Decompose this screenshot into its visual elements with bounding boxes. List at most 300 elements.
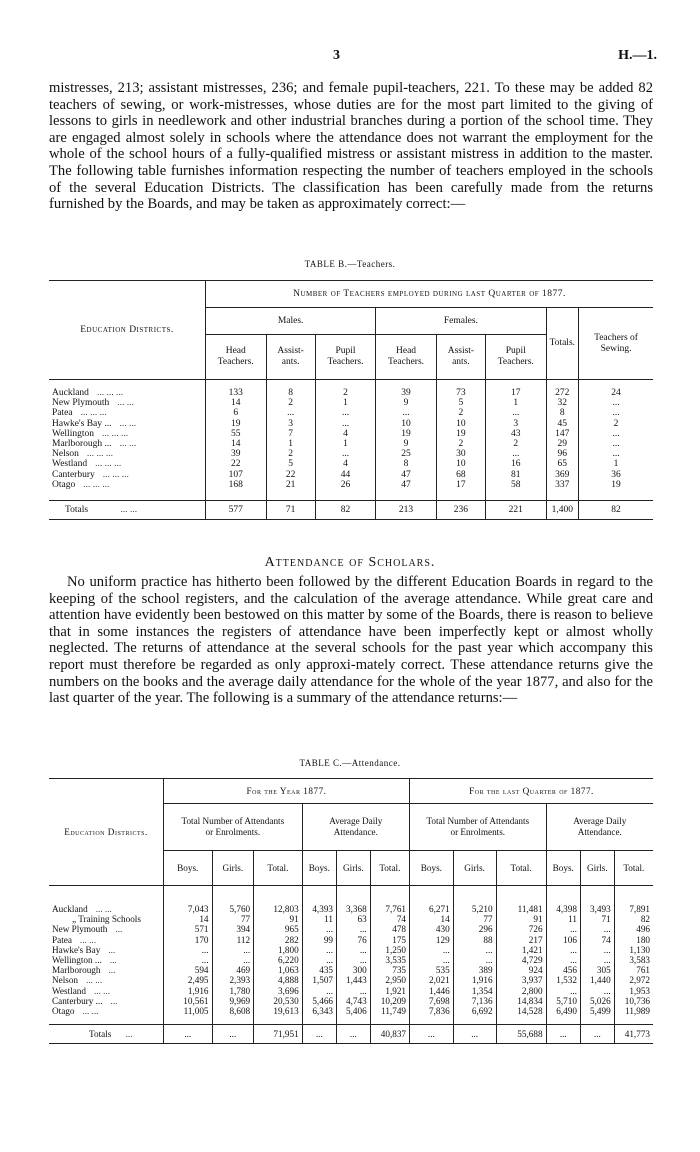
table-cell: 1,800 [254,945,303,955]
table-cell: 2,021 [410,975,454,985]
district-name: Otago [52,1006,75,1017]
table-row [49,986,653,996]
table-cell: ... [315,408,376,418]
district-name: New Plymouth [52,924,108,935]
table-cell: 5,710 [546,996,580,1006]
col-girls: Girls. [580,851,614,886]
table-cell: 430 [410,924,454,934]
table-cell: 22 [206,459,267,469]
table-cell: 10,209 [370,996,409,1006]
table-cell: 77 [453,914,496,924]
table-row [49,886,653,915]
table-cell: 735 [370,965,409,975]
table-row [49,1006,653,1025]
table-c-totals-row [49,1025,653,1044]
table-cell: 14 [206,398,267,408]
table-cell: ... [164,945,213,955]
table-cell: ... [579,449,653,459]
table-cell: 91 [496,914,546,924]
table-cell: 6,490 [546,1006,580,1025]
table-b-total-value: 236 [436,501,485,520]
table-cell: 43 [486,429,547,439]
paragraph-attendance: No uniform practice has hitherto been followed by the different Education Boards in regard to the keeping of the school registers, and the calculation of the average attendance. While great care and attention have evidently been bestowed on this matter by some of the Boards, there is reason to believe that in some instances the registers of attendance have been imperfectly kept or almost wholly neglected. The returns of attendance at the several schools for the past year which accompany this report must therefore be regarded as only approxi-mately correct. These attendance returns give the numbers on the books and the average daily attendance for the whole of the year 1877, and also for the last quarter of the year. The following is a summary of the attendance returns:— [49,574,653,707]
table-cell: 63 [337,914,371,924]
table-cell: ... [546,986,580,996]
table-cell: 11,005 [164,1006,213,1025]
table-row [49,965,653,975]
table-cell: 7,136 [453,996,496,1006]
table-b-female-pupil-header: Pupil Teachers. [486,335,547,380]
table-c-total-value: 71,951 [254,1025,303,1044]
leader-dots: ... [125,1029,133,1040]
district-name: Hawke's Bay ... [52,418,112,429]
district-name: Canterbury [52,469,95,480]
table-cell: 965 [254,924,303,934]
table-cell: 39 [376,380,437,399]
leader-dots: ... [110,995,118,1006]
table-cell: 1,354 [453,986,496,996]
table-c-quarter-total-header: Total Number of Attendants or Enrolments. [410,804,547,851]
table-cell: 3,493 [580,886,614,915]
table-cell: 17 [436,480,485,501]
table-cell: 2 [436,439,485,449]
table-cell: 3,583 [614,955,653,965]
leader-dots: ... ... [95,904,112,914]
table-cell: 924 [496,965,546,975]
table-cell: 19 [436,429,485,439]
table-cell: 1,507 [302,975,336,985]
table-cell: 99 [302,935,336,945]
table-cell: 2 [266,398,315,408]
district-name: Patea [52,408,73,419]
table-cell: 272 [546,380,578,399]
table-cell: ... [376,408,437,418]
table-cell: 55 [206,429,267,439]
col-girls: Girls. [453,851,496,886]
leader-dots: ... ... ... [95,459,122,470]
leader-dots: ... [115,924,123,935]
table-cell: 3 [266,419,315,429]
table-cell: 2,495 [164,975,213,985]
table-cell: 1 [266,439,315,449]
table-cell: 19 [579,480,653,501]
table-cell: ... [453,945,496,955]
col-girls: Girls. [212,851,254,886]
table-cell: ... [453,955,496,965]
table-cell: 180 [614,935,653,945]
table-b-totals-header: Totals. [546,308,578,380]
table-cell: 1,916 [164,986,213,996]
table-cell: 7,698 [410,996,454,1006]
table-cell: 1,916 [453,975,496,985]
table-cell: ... [302,955,336,965]
table-cell: 14 [410,914,454,924]
leader-dots: ... [108,965,116,976]
table-cell: 6,271 [410,886,454,915]
table-cell: 571 [164,924,213,934]
table-cell: ... [337,955,371,965]
table-cell: 74 [580,935,614,945]
table-cell: 29 [546,439,578,449]
table-cell: 14,528 [496,1006,546,1025]
table-cell: ... [579,439,653,449]
col-total: Total. [254,851,303,886]
table-b-total-value: 82 [315,501,376,520]
totals-label: Totals [89,1029,112,1040]
col-boys: Boys. [546,851,580,886]
table-cell: 2 [579,419,653,429]
table-cell: 7,043 [164,886,213,915]
table-cell: 2,393 [212,975,254,985]
table-cell: 300 [337,965,371,975]
table-cell: 6,220 [254,955,303,965]
table-cell: 25 [376,449,437,459]
table-cell: 19,613 [254,1006,303,1025]
table-c-total-value: ... [410,1025,454,1044]
table-cell: 296 [453,924,496,934]
table-cell: 1 [315,398,376,408]
district-name: Otago [52,479,76,490]
table-cell: 11,481 [496,886,546,915]
table-c-total-value: 40,837 [370,1025,409,1044]
table-cell: 10,736 [614,996,653,1006]
table-cell: 7,761 [370,886,409,915]
leader-dots: ... ... [119,418,137,429]
table-cell: 1,440 [580,975,614,985]
table-row [49,996,653,1006]
table-c-district-header: Education Districts. [64,826,148,837]
table-cell: 9 [376,439,437,449]
page-number: 3 [333,48,340,63]
col-boys: Boys. [302,851,336,886]
table-cell: 6,692 [453,1006,496,1025]
table-cell: 3,535 [370,955,409,965]
table-cell: 3,937 [496,975,546,985]
table-cell: 147 [546,429,578,439]
table-cell: ... [546,924,580,934]
leader-dots: ... ... ... [83,479,110,490]
table-b-sewing-header: Teachers of Sewing. [579,308,653,380]
table-cell: 469 [212,965,254,975]
table-row [49,398,653,408]
table-cell: 1 [315,439,376,449]
table-c-total-value: ... [302,1025,336,1044]
table-cell: 65 [546,459,578,469]
table-cell: 58 [486,480,547,501]
table-cell: 5 [436,398,485,408]
table-cell: 7,836 [410,1006,454,1025]
table-cell: 496 [614,924,653,934]
col-total: Total. [496,851,546,886]
table-cell: ... [302,945,336,955]
table-cell: 1,063 [254,965,303,975]
table-cell: 4,888 [254,975,303,985]
table-cell: 71 [580,914,614,924]
table-cell: 19 [206,419,267,429]
table-cell: 394 [212,924,254,934]
table-cell: 91 [254,914,303,924]
district-name: Nelson [52,449,79,460]
table-c-attendance [49,778,653,1044]
table-cell: 81 [486,470,547,480]
table-row [49,449,653,459]
district-name: Hawke's Bay [52,944,101,955]
table-cell: 12,803 [254,886,303,915]
table-cell: 9 [376,398,437,408]
leader-dots: ... ... [117,398,134,409]
table-row [49,439,653,449]
table-cell: 11,989 [614,1006,653,1025]
table-cell: 1,446 [410,986,454,996]
table-cell: 96 [546,449,578,459]
table-row [49,380,653,399]
table-cell: 8 [376,459,437,469]
table-cell: 2 [436,408,485,418]
table-cell: ... [315,419,376,429]
table-cell: 7 [266,429,315,439]
table-cell: 5,499 [580,1006,614,1025]
table-cell: 21 [266,480,315,501]
district-name: Wellington ... [52,955,102,966]
table-cell: 47 [376,480,437,501]
table-cell: 3 [486,419,547,429]
table-cell: 73 [436,380,485,399]
table-cell: 88 [453,935,496,945]
table-cell: 6,343 [302,1006,336,1025]
table-cell: ... [579,408,653,418]
table-cell: ... [212,955,254,965]
table-cell: ... [212,945,254,955]
table-cell: 8 [546,408,578,418]
table-cell: ... [164,955,213,965]
leader-dots: ... ... [79,934,96,945]
table-row [49,955,653,965]
table-cell: 5,760 [212,886,254,915]
table-cell: 2 [486,439,547,449]
table-c-total-value: ... [580,1025,614,1044]
table-cell: 74 [370,914,409,924]
table-cell: 8,608 [212,1006,254,1025]
table-cell: ... [410,945,454,955]
district-name: Nelson [52,975,79,986]
table-cell: 282 [254,935,303,945]
table-cell: 6 [206,408,267,418]
table-cell: 9,969 [212,996,254,1006]
table-cell: ... [579,429,653,439]
table-c-year-header: For the Year 1877. [164,779,410,804]
col-boys: Boys. [164,851,213,886]
table-b-teachers [49,280,653,520]
table-cell: 76 [337,935,371,945]
table-cell: ... [546,945,580,955]
district-name: Auckland [52,904,88,914]
table-cell: ... [580,955,614,965]
table-row [49,975,653,985]
table-b-total-value: 71 [266,501,315,520]
table-cell: 17 [486,380,547,399]
leader-dots: ... ... ... [80,408,107,419]
col-boys: Boys. [410,851,454,886]
table-cell: ... [546,955,580,965]
table-cell: 20,530 [254,996,303,1006]
leader-dots: ... ... [120,505,138,516]
table-b-district-header: Education Districts. [80,324,174,335]
col-total: Total. [614,851,653,886]
table-b-female-head-header: Head Teachers. [376,335,437,380]
table-c-total-value: ... [164,1025,213,1044]
table-row [49,924,653,934]
leader-dots: ... ... [86,975,103,986]
table-cell: 10 [376,419,437,429]
table-cell: ... [337,945,371,955]
table-b-total-value: 577 [206,501,267,520]
district-name: Westland [52,985,86,996]
table-cell: 761 [614,965,653,975]
district-name: New Plymouth [52,398,110,409]
table-cell: 47 [376,470,437,480]
table-cell: 4,743 [337,996,371,1006]
table-c-total-value: ... [546,1025,580,1044]
table-cell: 1,250 [370,945,409,955]
table-c-caption: TABLE C.—Attendance. [299,758,401,768]
table-row [49,429,653,439]
table-c-total-value: ... [212,1025,254,1044]
table-cell: 1,532 [546,975,580,985]
table-cell: 112 [212,935,254,945]
table-cell: 305 [580,965,614,975]
table-cell: 594 [164,965,213,975]
table-cell: 44 [315,470,376,480]
table-c-year-total-header: Total Number of Attendants or Enrolments. [164,804,303,851]
table-cell: 82 [614,914,653,924]
table-b-total-value: 82 [579,501,653,520]
table-cell: ... [486,408,547,418]
table-cell: 68 [436,470,485,480]
table-cell: 19 [376,429,437,439]
table-cell: ... [579,398,653,408]
table-cell: 435 [302,965,336,975]
leader-dots: ... ... [93,985,111,996]
table-cell: 4,393 [302,886,336,915]
table-cell: 1,130 [614,945,653,955]
table-cell: 11 [546,914,580,924]
table-cell: 5 [266,459,315,469]
table-cell: ... [410,955,454,965]
table-cell: 3,368 [337,886,371,915]
table-cell: ... [580,945,614,955]
table-cell: ... [302,986,336,996]
table-cell: 4,398 [546,886,580,915]
table-b-total-value: 1,400 [546,501,578,520]
table-c-total-value: 55,688 [496,1025,546,1044]
table-cell: 10 [436,419,485,429]
table-cell: ... [337,986,371,996]
table-cell: 7,891 [614,886,653,915]
table-cell: 2,972 [614,975,653,985]
district-name: Patea [52,934,72,945]
table-cell: 10 [436,459,485,469]
district-name: „ Training Schools [72,914,141,925]
table-row [49,914,653,924]
table-cell: ... [580,986,614,996]
table-cell: 14,834 [496,996,546,1006]
table-cell: 45 [546,419,578,429]
table-cell: 389 [453,965,496,975]
table-cell: 5,026 [580,996,614,1006]
district-name: Canterbury ... [52,995,103,1006]
table-cell: 175 [370,935,409,945]
table-cell: 1,921 [370,986,409,996]
table-cell: 24 [579,380,653,399]
totals-label: Totals [65,505,89,516]
table-cell: 1 [486,398,547,408]
document-reference: H.—1. [618,48,657,63]
table-cell: 39 [206,449,267,459]
leader-dots: ... ... [119,439,137,450]
table-cell: ... [580,924,614,934]
table-cell: 217 [496,935,546,945]
table-cell: 1,780 [212,986,254,996]
table-cell: 726 [496,924,546,934]
col-total: Total. [370,851,409,886]
table-cell: 30 [436,449,485,459]
table-row [49,470,653,480]
district-name: Wellington [52,428,94,439]
table-cell: 2,800 [496,986,546,996]
table-row [49,945,653,955]
district-name: Auckland [52,388,89,398]
table-cell: 11 [302,914,336,924]
table-cell: 2 [266,449,315,459]
table-b-total-value: 213 [376,501,437,520]
table-cell: 14 [206,439,267,449]
table-cell: ... [486,449,547,459]
table-cell: 32 [546,398,578,408]
table-c-year-average-header: Average Daily Attendance. [302,804,409,851]
table-cell: 4 [315,429,376,439]
table-row [49,935,653,945]
table-cell: 26 [315,480,376,501]
table-cell: 14 [164,914,213,924]
table-cell: 4,729 [496,955,546,965]
table-cell: ... [302,924,336,934]
leader-dots: ... ... ... [102,469,129,480]
table-cell: 168 [206,480,267,501]
leader-dots: ... ... ... [86,449,114,460]
table-b-females-header: Females. [376,308,546,335]
table-cell: 1,443 [337,975,371,985]
table-cell: 478 [370,924,409,934]
table-cell: 170 [164,935,213,945]
table-cell: 5,210 [453,886,496,915]
table-cell: 3,696 [254,986,303,996]
table-cell: 2,950 [370,975,409,985]
table-cell: 1,421 [496,945,546,955]
table-row [49,419,653,429]
table-cell: 107 [206,470,267,480]
table-cell: 1 [579,459,653,469]
table-row [49,408,653,418]
table-cell: ... [266,408,315,418]
table-cell: 5,406 [337,1006,371,1025]
table-b-totals-row [49,501,653,520]
table-c-quarter-average-header: Average Daily Attendance. [546,804,653,851]
table-b-male-assist-header: Assist- ants. [266,335,315,380]
table-b-group-header: Number of Teachers employed during last Quarter of 1877. [206,281,654,308]
table-b-female-assist-header: Assist- ants. [436,335,485,380]
table-b-caption: TABLE B.—Teachers. [304,259,396,269]
paragraph-teachers: mistresses, 213; assistant mistresses, 236; and female pupil-teachers, 221. To these may be added 82 teachers of sewing, or work-mistresses, whose duties are for the most part limited to the giving of lessons to girls in needlework and other industrial branches during a portion of the school time. They are engaged almost solely in schools where the attendance does not warrant the employment for the whole of the school hours of a fully-qualified mistress or assistant mistress in addition to the master. The following table furnishes information respecting the number of teachers employed in the schools of the several Education Districts. The classification has been carefully made from the returns furnished by the Boards, and may be taken as approximately correct:— [49,80,653,213]
